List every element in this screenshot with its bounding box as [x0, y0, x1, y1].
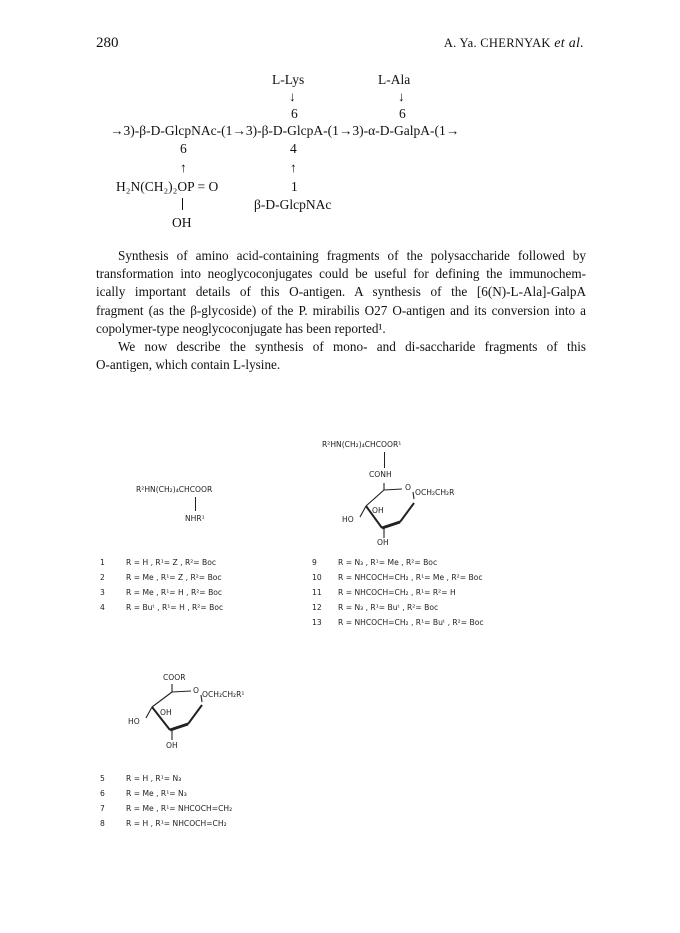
running-head-etal: et al.: [554, 36, 584, 51]
running-head-author: A. Ya. CHERNYAK: [443, 36, 551, 50]
compound-number: 5: [100, 774, 105, 783]
compound-definition: R = N₃ , R¹= Me , R²= Boc: [338, 558, 438, 567]
compound-row: [100, 774, 181, 783]
down-arrow-icon: ↓: [398, 89, 405, 104]
compound-number: 12: [312, 603, 322, 612]
up-arrow-icon: ↑: [290, 160, 297, 175]
compound-definition: R = NHCOCH=CH₂ , R¹= R²= H: [338, 588, 456, 597]
text-line: Synthesis of amino acid-containing fragments of the polysaccharide followed by: [118, 248, 586, 263]
compound-number: 11: [312, 588, 322, 597]
ring-oxygen: O: [193, 686, 199, 695]
compound-row: [100, 819, 227, 828]
alpha-amine: NHR¹: [185, 514, 205, 523]
text-line: copolymer-type neoglycoconjugate has been reported¹.: [96, 320, 386, 336]
compound-number: 8: [100, 819, 105, 828]
up-arrow-icon: ↑: [180, 160, 187, 175]
ring-oxygen: O: [405, 483, 411, 492]
compound-definition: R = Me , R¹= Z , R²= Boc: [126, 573, 222, 582]
ring-bottom-hydroxyl: OH: [377, 538, 389, 547]
compound-number: 13: [312, 618, 322, 627]
compound-definition: R = Me , R¹= N₃: [126, 789, 187, 798]
compound-definition: R = H , R¹= Z , R²= Boc: [126, 558, 217, 567]
carboxyl-group: COOR: [163, 673, 186, 682]
compound-row: [100, 789, 187, 798]
text-line: O-antigen, which contain L-lysine.: [96, 357, 281, 373]
compound-number: 2: [100, 573, 105, 582]
compound-definition: R = Me , R¹= NHCOCH=CH₂: [126, 804, 233, 813]
text-line: transformation into neoglycoconjugates could be useful for defining the immunochem-: [96, 266, 586, 282]
ring-ho: HO: [128, 717, 140, 726]
lys-position: 6: [291, 106, 298, 121]
aglycone-chain: OCH₂CH₂R: [415, 488, 455, 497]
aglycone-chain: OCH₂CH₂R¹: [202, 690, 245, 699]
compound-definition: R = Buᵗ , R¹= H , R²= Boc: [126, 603, 224, 612]
page-number: 280: [96, 35, 119, 51]
compound-number: 9: [312, 558, 317, 567]
phosphate-oh: OH: [172, 215, 192, 230]
compound-definition: R = NHCOCH=CH₂ , R¹= Buᵗ , R²= Boc: [338, 618, 484, 627]
branch-position: 1: [291, 179, 298, 194]
ring-ho: HO: [342, 515, 354, 524]
lysyl-chain: R²HN(CH₂)₄CHCOOR¹: [322, 440, 402, 449]
ring-hydroxyl: OH: [160, 708, 172, 717]
text-line: fragment (as the β-glycoside) of the P. mirabilis O27 O-antigen and its conversion into a: [96, 302, 586, 318]
lys-substituent: L-Lys: [272, 72, 305, 87]
compound-number: 7: [100, 804, 105, 813]
compound-definition: R = H , R¹= N₃: [126, 774, 182, 783]
compound-number: 4: [100, 603, 105, 612]
compound-number: 10: [312, 573, 322, 582]
compound-number: 1: [100, 558, 105, 567]
compound-row: [100, 804, 232, 813]
phosphate-group: H₂N(CH₂)₂OP = O: [116, 179, 219, 194]
ring-hydroxyl: OH: [372, 506, 384, 515]
down-arrow-icon: ↓: [289, 89, 296, 104]
compound-definition: R = N₃ , R¹= Buᵗ , R²= Boc: [338, 603, 439, 612]
ring-bottom-hydroxyl: OH: [166, 741, 178, 750]
glca-position: 4: [290, 141, 297, 156]
compound-definition: R = Me , R¹= H , R²= Boc: [126, 588, 223, 597]
compound-number: 3: [100, 588, 105, 597]
branch-glcnac: β-D-GlcpNAc: [254, 197, 332, 212]
text-line: We now describe the synthesis of mono- and di-saccharide fragments of this: [118, 339, 586, 354]
ala-position: 6: [399, 106, 406, 121]
text-line: ically important details of this O-antigen. A synthesis of the [6(N)-L-Ala]-GalpA: [96, 284, 586, 300]
compound-number: 6: [100, 789, 105, 798]
amide-linker: CONH: [369, 470, 392, 479]
ala-substituent: L-Ala: [378, 72, 411, 87]
lysine-formula: R²HN(CH₂)₄CHCOOR: [136, 485, 213, 494]
main-chain: →3)-β-D-GlcpNAc-(1→3)-β-D-GlcpA-(1→3)-α-D-GalpA-(1→: [110, 123, 460, 138]
glcnac-position: 6: [180, 141, 187, 156]
compound-definition: R = H , R¹= NHCOCH=CH₂: [126, 819, 227, 828]
compound-definition: R = NHCOCH=CH₂ , R¹= Me , R²= Boc: [338, 573, 483, 582]
